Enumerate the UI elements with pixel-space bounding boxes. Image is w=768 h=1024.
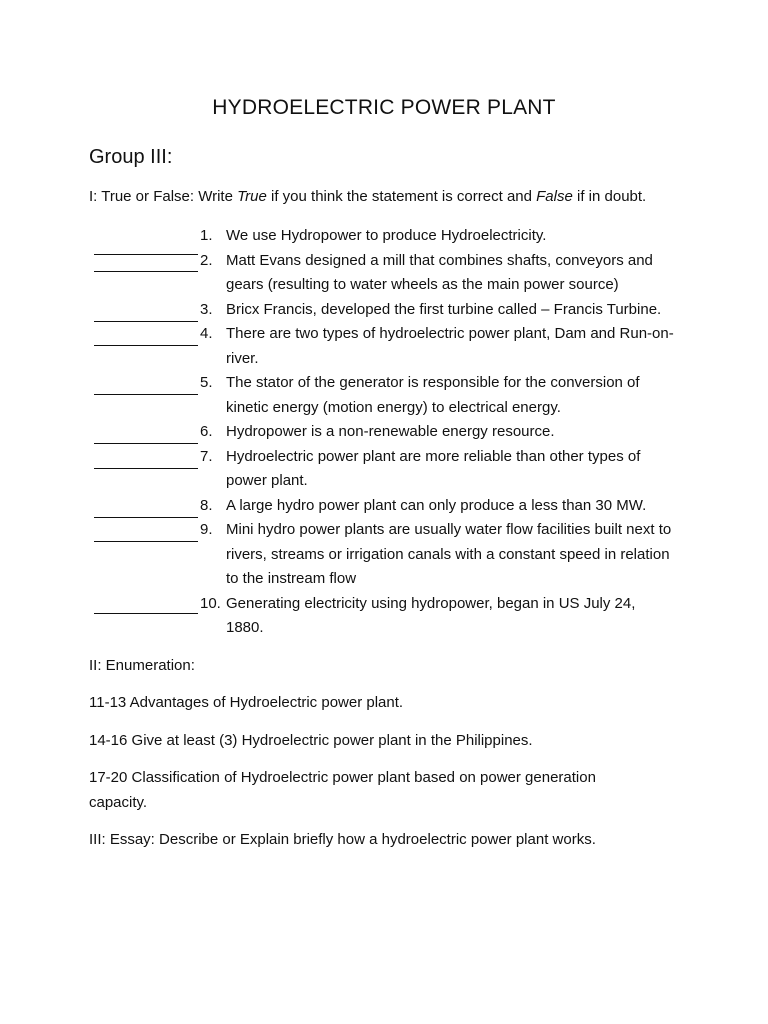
item-number: 3. (200, 300, 213, 318)
answer-blank[interactable] (94, 345, 198, 346)
group-label: Group III: (89, 146, 173, 168)
answer-blank[interactable] (94, 254, 198, 255)
item-text: Hydropower is a non-renewable energy resource. (226, 423, 555, 440)
enumeration-question-2: 14-16 Give at least (3) Hydroelectric power plant in the Philippines. (89, 732, 533, 749)
enumeration-heading: II: Enumeration: (89, 657, 195, 674)
item-number: 2. (200, 251, 213, 269)
item-text: There are two types of hydroelectric power plant, Dam and Run-on-river. (226, 325, 674, 367)
item-text: We use Hydropower to produce Hydroelectricity. (226, 227, 547, 244)
item-number: 4. (200, 325, 213, 342)
answer-blank[interactable] (94, 613, 198, 614)
item-text: Matt Evans designed a mill that combines shafts, conveyors and gears (resulting to water wheels as the main power source) (226, 251, 653, 293)
item-text: Generating electricity using hydropower, began in US July 24, 1880. (226, 594, 636, 636)
answer-blank[interactable] (94, 394, 198, 395)
answer-blank[interactable] (94, 443, 198, 444)
page-title: HYDROELECTRIC POWER PLANT (212, 96, 556, 119)
item-number: 6. (200, 423, 213, 440)
item-number: 9. (200, 521, 213, 538)
true-false-instructions (89, 188, 646, 205)
answer-blank[interactable] (94, 321, 198, 322)
answer-blank[interactable] (94, 271, 198, 272)
item-text: Mini hydro power plants are usually water flow facilities built next to rivers, streams or irrigation canals with a constant speed in relation to the instream flow (226, 521, 672, 587)
item-text: Hydroelectric power plant are more reliable than other types of power plant. (226, 447, 641, 489)
answer-blank[interactable] (94, 468, 198, 469)
answer-blank[interactable] (94, 517, 198, 518)
enumeration-question-1: 11-13 Advantages of Hydroelectric power plant. (89, 694, 404, 711)
instr-prefix: I: True or False: Write (89, 188, 238, 205)
instr-false-word: False (536, 188, 573, 205)
instr-suffix: if in doubt. (572, 188, 647, 205)
essay-question: III: Essay: Describe or Explain briefly how a hydroelectric power plant works. (89, 831, 596, 848)
instr-middle: if you think the statement is correct and (266, 188, 537, 205)
item-number: 10. (200, 594, 221, 612)
item-number: 7. (200, 447, 213, 465)
item-number: 8. (200, 496, 213, 514)
item-text: A large hydro power plant can only produce a less than 30 MW. (226, 496, 647, 514)
answer-blank[interactable] (94, 541, 198, 542)
item-text: Bricx Francis, developed the first turbine called – Francis Turbine. (226, 300, 662, 318)
item-text: The stator of the generator is responsible for the conversion of kinetic energy (motion energy) to electrical energy. (226, 374, 640, 416)
enumeration-question-3: 17-20 Classification of Hydroelectric power plant based on power generation capacity. (89, 769, 596, 811)
instr-true-word: True (237, 188, 267, 205)
item-number: 5. (200, 374, 213, 391)
item-number: 1. (200, 227, 213, 244)
